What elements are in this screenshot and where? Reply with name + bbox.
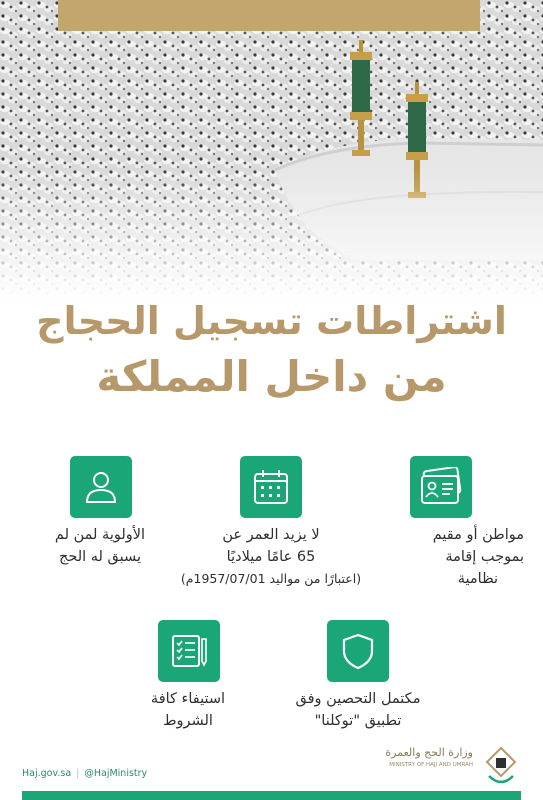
user-icon xyxy=(70,456,132,518)
page-title-line1: اشتراطات تسجيل الحجاج xyxy=(36,299,507,343)
ministry-logo xyxy=(385,746,521,790)
condition-age-text: لا يزيد العمر عن 65 عامًا ميلاديًا (اعتبارًا من مواليد 1957/07/01م) xyxy=(180,527,362,586)
page-title-line2: من داخل المملكة xyxy=(96,352,447,401)
footer-accent-bar xyxy=(22,791,521,800)
header-accent-bar xyxy=(58,0,480,31)
website-link[interactable]: Haj.gov.sa xyxy=(22,768,72,779)
id-card-icon xyxy=(410,456,472,518)
calendar-icon xyxy=(240,456,302,518)
ministry-emblem-icon xyxy=(481,746,521,790)
hero-image xyxy=(0,0,543,300)
ministry-name-en: MINISTRY OF HAJJ AND UMRAH xyxy=(389,762,473,768)
ministry-name-ar: وزارة الحج والعمرة xyxy=(385,746,473,759)
condition-priority-text: الأولوية لمن لم يسبق له الحج xyxy=(54,527,146,565)
footer-divider: | xyxy=(76,768,80,779)
condition-residency-text: مواطن أو مقيم بموجب إقامة نظامية xyxy=(432,527,524,587)
footer-links xyxy=(22,768,147,779)
checklist-icon xyxy=(158,620,220,682)
shield-icon xyxy=(327,620,389,682)
social-handle-link[interactable]: @HajMinistry xyxy=(84,768,148,779)
condition-completion-text: استيفاء كافة الشروط xyxy=(150,691,226,729)
condition-vaccination-text: مكتمل التحصين وفق تطبيق "توكلنا" xyxy=(295,691,421,729)
